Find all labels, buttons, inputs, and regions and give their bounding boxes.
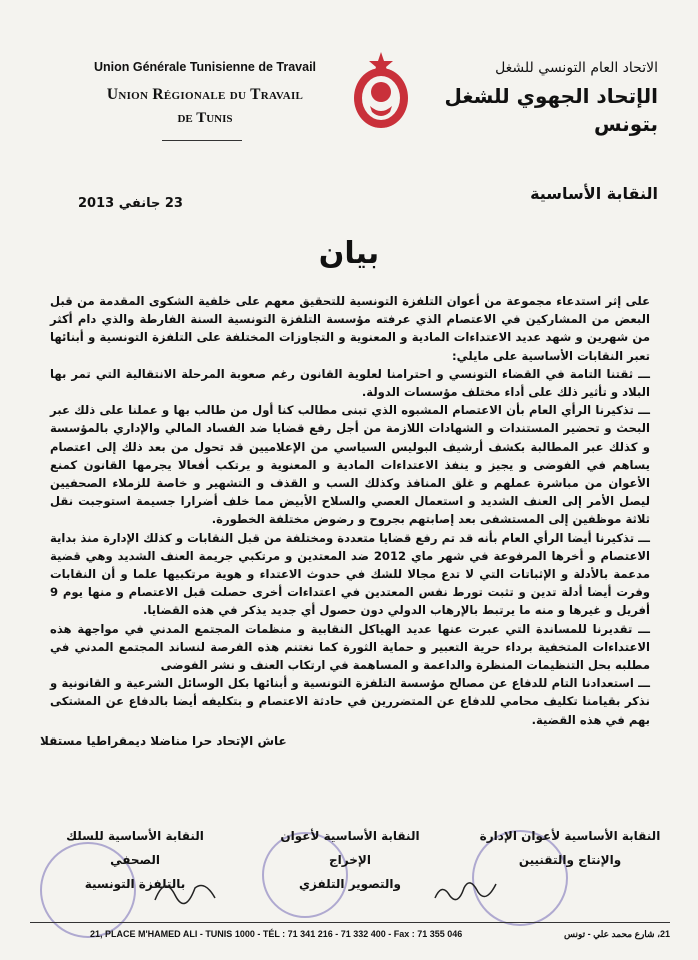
signature-title: النقابة الأساسية لأعوان الإخراج [280,829,420,867]
signature-title: النقابة الأساسية لأعوان الإدارة [479,829,661,843]
paragraph-point-5: ـــ استعدادنا التام للدفاع عن مصالح مؤسسة التلفزة التونسية و أبنائها بكل الوسائل الشرعية و القانونية و نذكر بقيامنا تكليف محامي للدفاع عن المتضررين في حادثة الاعتصام و بتكليفه أيضا بالدفاع عن المشتكى بهم في هذه القضية. [50,676,650,727]
signature-subtitle: والإنتاج والتقنيين [518,853,622,867]
paragraph-point-4: ـــ تقديرنا للمساندة التي عبرت عنها عديد الهياكل النقابية و منظمات المجتمع المدني في مواجهة هذه الاعتداءات المتخفية برداء حرية التعبير و حماية الثورة كما نغتنم هذه الفرصة لنساند المجتمع المدني في مطلبه بحل التنظيمات المنظرة والداعمة و المساهمة في ارتكاب العنف و نشر الفوضى [50,621,650,673]
handwritten-signature-icon [150,870,220,910]
header-fr-line2: Union Régionale du Travail [106,86,304,103]
header-ar-line1: الاتحاد العام التونسي للشغل [495,60,658,76]
header-ar-line2: الإتحاد الجهوي للشغل [444,84,658,108]
paragraph-point-1: ـــ ثقتنا التامة في القضاء التونسي و احترامنا لعلوية القانون رغم صعوبة المرحلة الانتقالية التي تمر بها البلاد و تأثير ذلك على أداء مختلف مؤسسات الدولة. [50,366,650,400]
header-divider [162,140,242,141]
handwritten-signature-icon [430,870,500,910]
footer-address-ar: 21، شارع محمد علي - تونس [564,929,670,939]
document-date: 23 جانفي 2013 [78,196,183,211]
signature-block-directing [260,824,440,896]
paragraph-point-2: ـــ تذكيرنا الرأي العام بأن الاعتصام المشبوه الذي تبنى مطالب كنا أول من طالب بها و عملنا على ذلك عبر البحث و تحضير المستندات و الشهادات اللازمة من أجل رفع قضايا ضد الفساد المالي والإداري بالمؤسسة و كذلك عبر المطالبة بكشف أرشيف البوليس السياسي من الإعلاميين قد تحول من بعد ذلك إلى اعتصام يساهم في الفوضى و يجيز و ينفذ الاعتداءات المادية و المعنوية و يرتكب أفعالا يجرمها القانون كمنع الأعوان من مباشرة عملهم و غلق المنافذ وكذلك السب و القذف و التشهير و خاصة للزملاء الصحفيين ليصل الأمر إلى العنف الشديد و استعمال العصي والسلاح الأبيض مما خلف أضرارا جسيمة استوجبت نقل ثلاثة موظفين إلى المستشفى بعد إصابتهم بجروح و رضوض مختلفة الخطورة. [50,403,650,527]
signature-title: النقابة الأساسية للسلك الصحفي [66,829,204,867]
statement-body [50,292,650,729]
signature-subtitle: والتصوير التلفزي [299,877,401,891]
footer [30,922,670,939]
header-ar-line3: بتونس [594,112,658,136]
union-name: النقابة الأساسية [530,184,658,203]
page-title: بيان [318,236,380,271]
header-fr-line1: Union Générale Tunisienne de Travail [93,60,317,74]
signature-block-administration [470,824,670,872]
footer-address-fr: 21, PLACE M'HAMED ALI - TUNIS 1000 - TÉL : 71 341 216 - 71 332 400 - Fax : 71 355 046 [90,929,463,939]
closing-slogan: عاش الإتحاد حرا مناضلا ديمقراطيا مستقلا [40,734,287,748]
paragraph-point-3: ـــ تذكيرنا أيضا الرأي العام بأنه قد تم رفع قضايا متعددة ومختلفة من قبل النقابات و كذلك الإدارة منذ بداية الاعتصام و أخرها المرفوعة في شهر ماي 2012 ضد المعتدين و مرتكبي جريمة العنف الشديد وهي قضية مدعمة بالأدلة و الإثباتات التي لا تدع مجالا للشك في حدوث الاعتداء و هوية مرتكبيها علما و أن النقابات وفرت أيضا أدلة تدين و تثبت تورط نفس المعتدين في اعتداءات أخرى حصلت قبل الاعتصام و منها يوم 9 أفريل و غيرها و منه ما يرتبط بالإرهاب الدولي دون حصول أي جديد يذكر في هذه القضايا. [50,530,650,618]
signature-subtitle: بالتلفزة التونسية [84,877,186,891]
paragraph-intro: على إثر استدعاء مجموعة من أعوان التلفزة التونسية للتحقيق معهم على خلفية الشكوى المقدمة من قبل البعض من المشاركين في الاعتصام الذي عرفته مؤسسة التلفزة التونسية السنة الفارطة والذي دام أكثر من شهرين و شهد عديد الاعتداءات المادية و المعنوية و التجاوزات المختلفة على التلفزة التونسية و أبنائها تعبر النقابات الأساسية على مايلي: [50,294,650,363]
header-fr-line3: de Tunis [177,110,233,126]
ugtt-emblem-icon [350,50,412,132]
